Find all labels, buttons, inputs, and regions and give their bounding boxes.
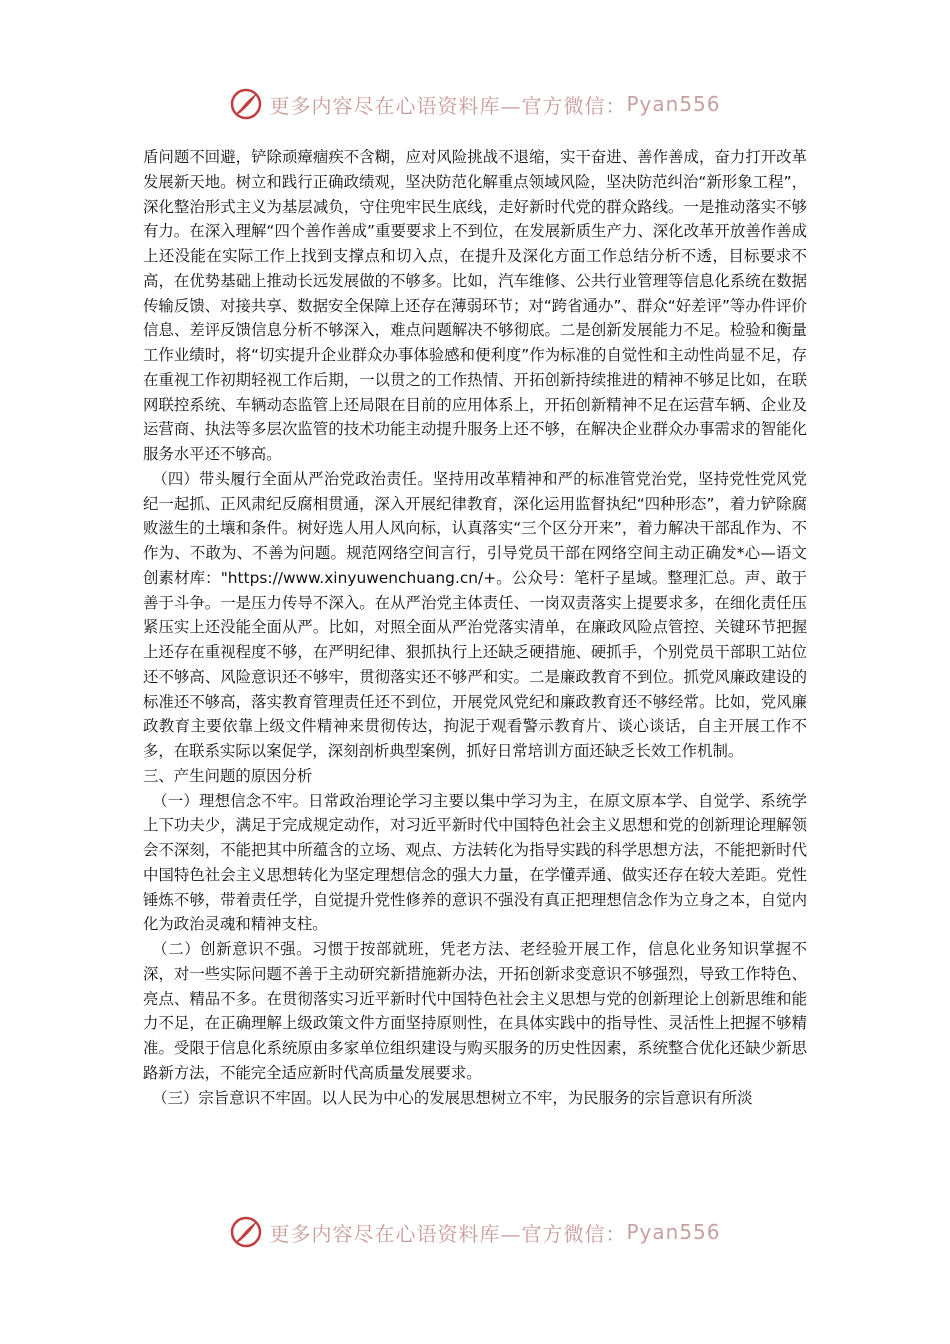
- section-heading: 三、产生问题的原因分析: [143, 766, 313, 785]
- watermark-brand: Pyan556: [626, 92, 721, 116]
- paragraph: （三）宗旨意识不牢固。以人民为中心的发展思想树立不牢，为民服务的宗旨意识有所淡: [152, 1088, 753, 1107]
- paragraph: （一）理想信念不牢。日常政治理论学习主要以集中学习为主，在原文原本学、自觉学、系统学上下功夫少，满足于完成规定动作，对习近平新时代中国特色社会主义思想和党的创新理论理解领会不深刻，不能把其中所蕴含的立场、观点、方法转化为指导实践的科学思想方法，不能把新时代中国特色社会主义思想转化为坚定理想信念的强大力量，在学懂弄通、做实还存在较大差距。党性锤炼不够，带着责任学，自觉提升党性修养的意识不强没有真正把理想信念作为立身之本，自觉内化为政治灵魂和精神支柱。: [143, 791, 807, 934]
- paragraph: 盾问题不回避，铲除顽瘴痼疾不含糊，应对风险挑战不退缩，实干奋进、善作善成，奋力打开改革发展新天地。树立和践行正确政绩观，坚决防范化解重点领域风险，坚决防范纠治“新形象工程”，深化整治形式主义为基层减负，守住兜牢民生底线，走好新时代党的群众路线。一是推动落实不够有力。在深入理解“四个善作善成”重要要求上不到位，在发展新质生产力、深化改革开放善作善成上还没能在实际工作上找到支撑点和切入点，在提升及深化方面工作总结分析不透，目标要求不高，在优势基础上推动长远发展做的不够多。比如，汽车维修、公共行业管理等信息化系统在数据传输反馈、对接共享、数据安全保障上还存在薄弱环节；对“跨省通办”、群众“好差评”等办件评价信息、差评反馈信息分析不够深入，难点问题解决不够彻底。二是创新发展能力不足。检验和衡量工作业绩时，将“切实提升企业群众办事体验感和便利度”作为标准的自觉性和主动性尚显不足，存在重视工作初期轻视工作后期，一以贯之的工作热情、开拓创新持续推进的精神不够足比如，在联网联控系统、车辆动态监管上还局限在目前的应用体系上，开拓创新精神不足在运营车辆、企业及运营商、执法等多层次监管的技术功能主动提升服务上还不够，在解决企业群众办事需求的智能化服务水平还不够高。: [143, 148, 807, 463]
- paragraph: （四）带头履行全面从严治党政治责任。坚持用改革精神和严的标准管党治党，坚持党性党风党纪一起抓、正风肃纪反腐相贯通，深入开展纪律教育，深化运用监督执纪“四种形态”，着力铲除腐败滋生的土壤和条件。树好选人用人风向标，认真落实“三个区分开来”，着力解决干部乱作为、不作为、不敢为、不善为问题。规范网络空间言行，引导党员干部在网络空间主动正确发*心—语文创素材库："https://www.xinyuwenchuang.cn/+。公众号：笔杆子星域。整理汇总。声、敢于善于斗争。一是压力传导不深入。在从严治党主体责任、一岗双责落实上提要求多，在细化责任压紧压实上还没能全面从严。比如，对照全面从严治党落实清单，在廉政风险点管控、关键环节把握上还存在重视程度不够，在严明纪律、狠抓执行上还缺乏硬措施、硬抓手，个别党员干部职工站位还不够高、风险意识还不够牢，贯彻落实还不够严和实。二是廉政教育不到位。抓党风廉政建设的标准还不够高，落实教育管理责任还不到位，开展党风党纪和廉政教育还不够经常。比如，党风廉政教育主要依靠上级文件精神来贯彻传达，拘泥于观看警示教育片、谈心谈话，自主开展工作不多，在联系实际以案促学，深刻剖析典型案例，抓好日常培训方面还缺乏长效工作机制。: [143, 469, 807, 760]
- watermark-header: [0, 84, 950, 124]
- paragraph: （二）创新意识不强。习惯于按部就班，凭老方法、老经验开展工作，信息化业务知识掌握不深，对一些实际问题不善于主动研究新措施新办法，开拓创新求变意识不够强烈，导致工作特色、亮点、精品不多。在贯彻落实习近平新时代中国特色社会主义思想与党的创新理论上创新思维和能力不足，在正确理解上级政策文件方面坚持原则性，在具体实践中的指导性、灵活性上把握不够精准。受限于信息化系统原由多家单位组织建设与购买服务的历史性因素，系统整合优化还缺少新思路新方法，不能完全适应新时代高质量发展要求。: [143, 940, 807, 1082]
- watermark-text: 更多内容尽在心语资料库—官方微信：: [269, 1221, 627, 1246]
- watermark-brand: Pyan556: [626, 1220, 721, 1244]
- quill-logo-icon: [229, 1215, 263, 1249]
- watermark-footer: [0, 1212, 950, 1252]
- quill-logo-icon: [229, 87, 263, 121]
- watermark-text: 更多内容尽在心语资料库—官方微信：: [269, 93, 627, 118]
- document-body: [143, 145, 807, 1110]
